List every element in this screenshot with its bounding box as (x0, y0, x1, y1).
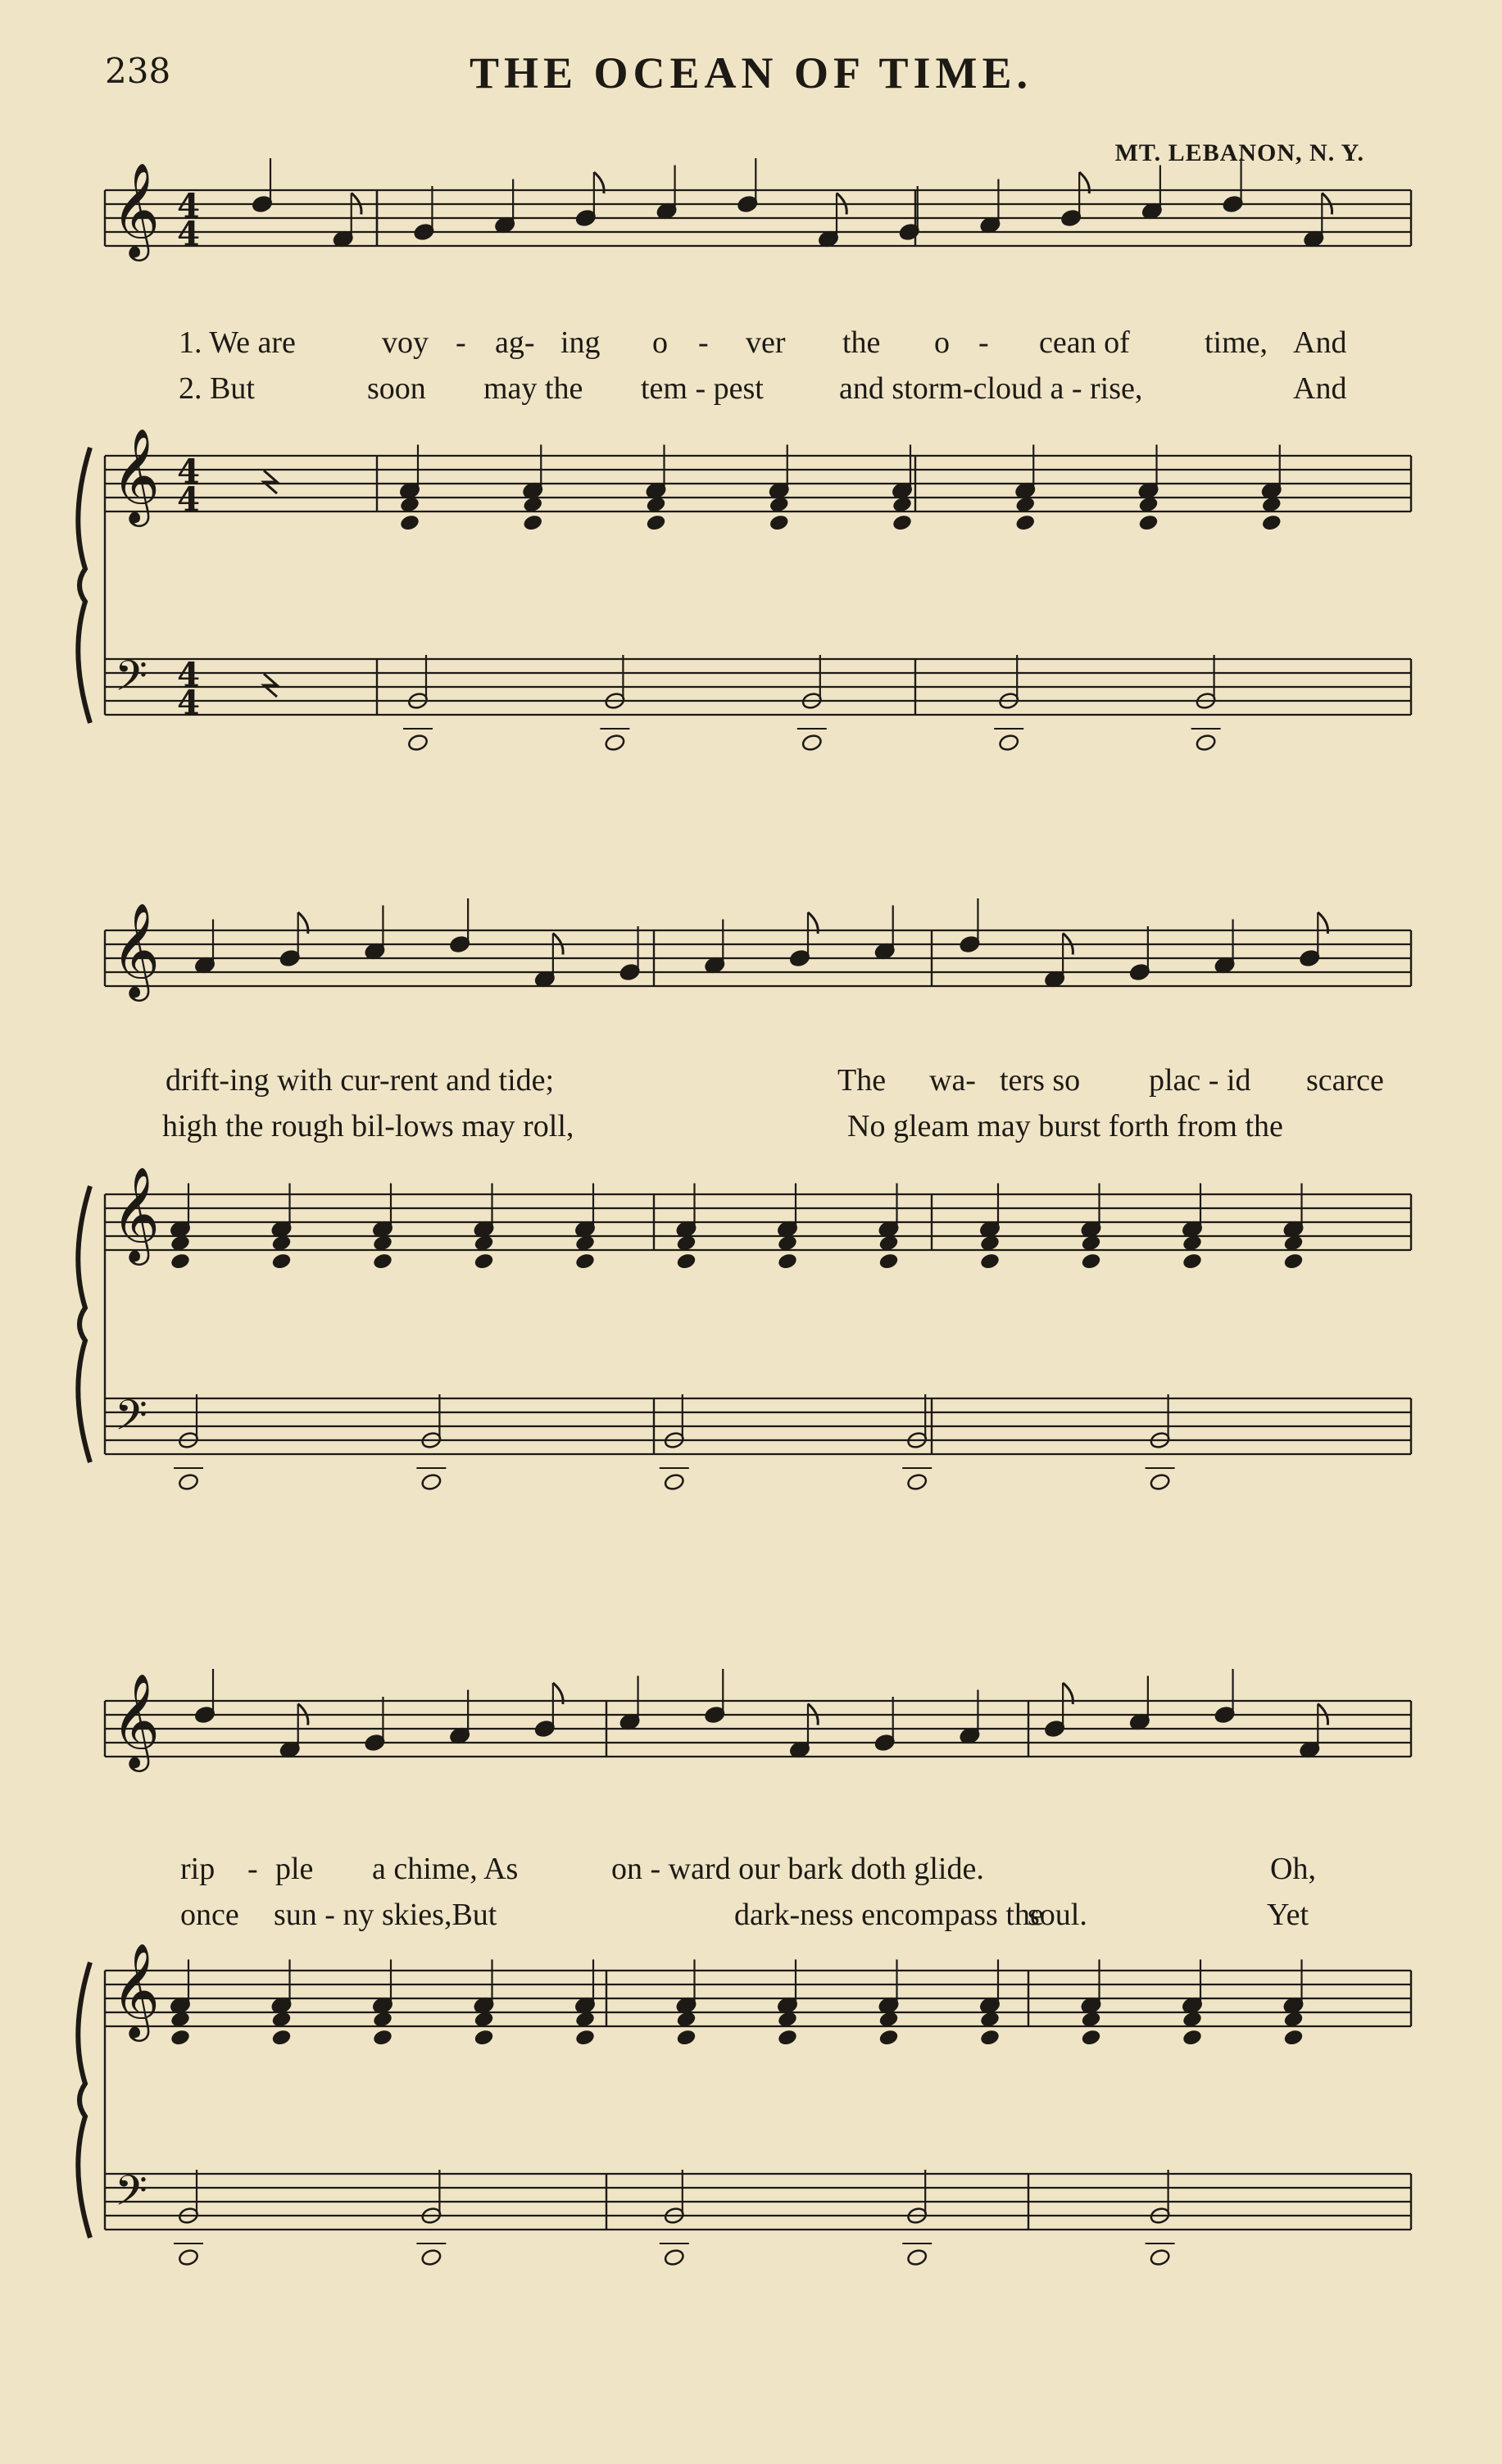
system-1-bass-rest (264, 674, 277, 697)
system-2-bass-note-3-b (906, 1473, 928, 1492)
system-2-treble-chord-3-c (473, 1252, 494, 1271)
system-3-brace (78, 1962, 90, 2238)
system-3-treble-chord-6-c (777, 2028, 798, 2047)
system-2-bass-note-2-b (664, 1473, 685, 1492)
lyric-s2-v1-5: scarce (1306, 1063, 1384, 1098)
lyric-s1-v1-3: ag- (495, 325, 535, 360)
system-1-bass-time-bottom: 4 (177, 684, 200, 722)
lyric-s1-v2-5: And (1293, 371, 1347, 406)
lyric-s3-v1-5: Oh, (1270, 1852, 1316, 1886)
system-3-treble-chord-3-c (473, 2028, 494, 2047)
lyric-s3-v1-4: on - ward our bark doth glide. (611, 1852, 984, 1886)
lyric-s2-v1-0: drift-ing with cur-rent and tide; (166, 1063, 555, 1098)
system-3-bass-note-3-b (906, 2248, 928, 2267)
system-1-bass-note-2-b (801, 734, 823, 752)
attribution: MT. LEBANON, N. Y. (1114, 139, 1364, 166)
lyric-s3-v2-3: soul. (1028, 1898, 1087, 1932)
system-1-bass-note-4-b (1196, 734, 1217, 752)
system-2-treble-chord-10-c (1182, 1252, 1203, 1271)
system-1-treble-chord-6-c (1137, 513, 1159, 532)
lyric-s1-v1-5: o (652, 325, 668, 360)
system-2-bass-note-4-b (1150, 1473, 1171, 1492)
system-1-treble-clef: 𝄞 (111, 427, 161, 523)
lyric-s1-v1-1: voy (382, 325, 429, 360)
lyric-s1-v1-4: ing (560, 325, 601, 360)
system-3-treble-chord-5-c (675, 2028, 697, 2047)
lyric-s1-v1-6: - (698, 325, 709, 360)
system-3-bass-note-0-b (178, 2248, 199, 2267)
lyric-s3-v2-0: once (180, 1898, 239, 1932)
lyric-s3-v2-4: Yet (1267, 1898, 1309, 1932)
system-1-brace (78, 448, 90, 723)
system-2-treble-chord-11-c (1282, 1252, 1304, 1271)
system-1-treble-chord-1-c (522, 513, 543, 532)
lyric-s2-v2-0: high the rough bil-lows may roll, (162, 1109, 574, 1143)
system-3-treble-chord-0-c (170, 2028, 191, 2047)
system-2-treble-chord-2-c (372, 1252, 393, 1271)
system-2-treble-clef: 𝄞 (111, 1166, 161, 1262)
system-2-treble-chord-6-c (777, 1252, 798, 1271)
lyric-s2-v1-4: plac - id (1149, 1063, 1251, 1098)
lyric-s2-v2-1: No gleam may burst forth from the (847, 1109, 1283, 1143)
system-1-treble-chord-7-c (1261, 513, 1282, 532)
system-2-bass-note-1-b (420, 1473, 442, 1492)
lyric-s3-v1-0: rip (180, 1852, 216, 1886)
system-3-treble-clef: 𝄞 (111, 1942, 161, 2038)
lyric-s3-v1-1: - (247, 1852, 258, 1886)
lyric-s3-v1-2: ple (275, 1852, 314, 1886)
system-1-bass-note-1-b (604, 734, 625, 752)
lyric-s1-v1-11: cean of (1039, 325, 1130, 360)
lyric-s3-v2-1: sun - ny skies,But (274, 1898, 497, 1932)
system-2-treble-chord-7-c (878, 1252, 899, 1271)
system-3-treble-chord-1-c (270, 2028, 292, 2047)
system-3-treble-chord-7-c (878, 2028, 899, 2047)
system-3-melody-clef: 𝄞 (111, 1672, 161, 1768)
system-2-treble-chord-1-c (270, 1252, 292, 1271)
system-2-treble-chord-0-c (170, 1252, 191, 1271)
lyric-s1-v2-0: 2. But (179, 371, 255, 406)
system-3-treble-chord-11-c (1282, 2028, 1304, 2047)
lyric-s1-v1-9: o (934, 325, 950, 360)
system-3-treble-chord-8-c (979, 2028, 1001, 2047)
system-1-bass-note-3-b (998, 734, 1019, 752)
system-2-treble-chord-4-c (574, 1252, 596, 1271)
lyric-s1-v2-3: tem - pest (641, 371, 764, 406)
lyric-s1-v1-0: 1. We are (179, 325, 296, 360)
page-number: 238 (105, 51, 171, 91)
system-3-bass-note-1-b (420, 2248, 442, 2267)
lyric-s1-v2-2: may the (483, 371, 583, 406)
system-1-treble-time-top: 4 (177, 452, 200, 491)
system-1-treble-chord-2-c (645, 513, 666, 532)
system-3-bass-note-2-b (664, 2248, 685, 2267)
lyric-s2-v1-2: wa- (929, 1063, 976, 1098)
lyric-s1-v1-7: ver (746, 325, 786, 360)
system-1-treble-chord-5-c (1014, 513, 1036, 532)
system-2-brace (78, 1186, 90, 1462)
system-3-treble-chord-10-c (1182, 2028, 1203, 2047)
system-1-bass-note-0-b (407, 734, 429, 752)
lyric-s1-v1-2: - (456, 325, 466, 360)
system-2-treble-chord-5-c (675, 1252, 697, 1271)
lyric-s3-v2-2: dark-ness encompass the (734, 1898, 1044, 1932)
lyric-s1-v1-12: time, (1205, 325, 1268, 360)
system-1-melody-time-bottom: 4 (177, 215, 200, 253)
system-3-treble-chord-9-c (1080, 2028, 1101, 2047)
system-2-bass-clef: 𝄢 (115, 1390, 147, 1450)
system-1-treble-time-bottom: 4 (177, 480, 200, 519)
system-3-bass-note-4-b (1150, 2248, 1171, 2267)
system-1-treble-chord-3-c (769, 513, 790, 532)
lyric-s3-v1-3: a chime, As (372, 1852, 519, 1886)
lyric-s1-v1-8: the (842, 325, 881, 360)
system-2-treble-chord-9-c (1080, 1252, 1101, 1271)
system-2-melody-clef: 𝄞 (111, 902, 161, 998)
page-title: THE OCEAN OF TIME. (469, 48, 1033, 98)
lyric-s1-v1-13: And (1293, 325, 1347, 360)
system-1-melody-clef: 𝄞 (111, 161, 161, 257)
system-1-treble-chord-0-c (399, 513, 420, 532)
system-2-bass-note-0-b (178, 1473, 199, 1492)
system-3-treble-chord-2-c (372, 2028, 393, 2047)
system-1-treble-rest (264, 471, 277, 493)
system-3-bass-clef: 𝄢 (115, 2166, 147, 2225)
lyric-s2-v1-1: The (837, 1063, 887, 1098)
system-1-treble-chord-4-c (892, 513, 913, 532)
system-3-treble-chord-4-c (574, 2028, 596, 2047)
system-1-melody-time-top: 4 (177, 187, 200, 225)
lyric-s2-v1-3: ters so (1000, 1063, 1081, 1098)
lyric-s1-v2-4: and storm-cloud a - rise, (839, 371, 1143, 406)
system-2-treble-chord-8-c (979, 1252, 1001, 1271)
lyric-s1-v2-1: soon (367, 371, 426, 406)
system-1-bass-clef: 𝄢 (115, 651, 147, 711)
system-1-bass-time-top: 4 (177, 656, 200, 694)
lyric-s1-v1-10: - (978, 325, 989, 360)
